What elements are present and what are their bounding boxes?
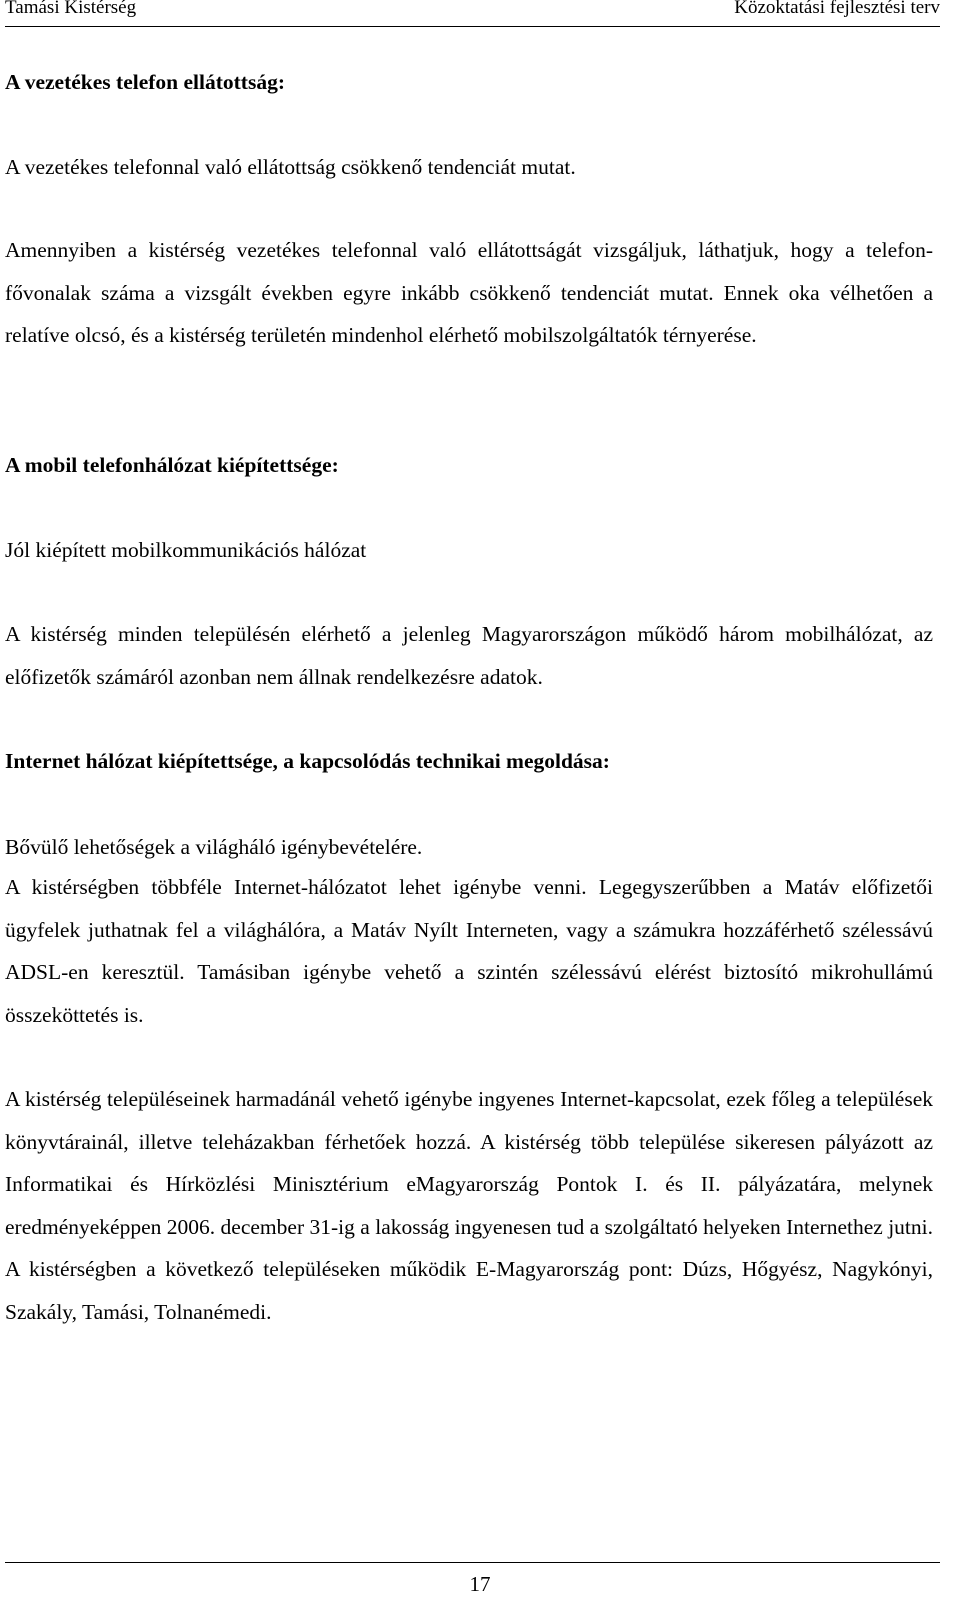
internet-summary: Bővülő lehetőségek a világháló igénybevételére.	[5, 835, 423, 859]
mobile-summary: Jól kiépített mobilkommunikációs hálózat	[5, 538, 367, 562]
footer-rule	[5, 1562, 940, 1563]
page-number: 17	[469, 1572, 491, 1596]
phone-body: Amennyiben a kistérség vezetékes telefonnal való ellátottságát vizsgáljuk, láthatjuk, hogy a telefon-fővonalak száma a vizsgált években egyre inkább csökkenő tendenciát mutat. Ennek oka vélhetően a relatíve olcsó, és a kistérség területén mindenhol elérhető mobilszolgáltatók térnyerése.	[5, 238, 933, 347]
internet-body-1: A kistérségben többféle Internet-hálózatot lehet igénybe venni. Legegyszerűbben a Matáv előfizetői ügyfelek juthatnak fel a világhálóra, a Matáv Nyílt Interneten, vagy a számukra hozzáférhető szélessávú ADSL-en keresztül. Tamásiban igénybe vehető a szintén szélessávú elérést biztosító mikrohullámú összeköttetés is.	[5, 875, 933, 1027]
header-left-title: Tamási Kistérség	[5, 0, 137, 18]
internet-body-2: A kistérség településeinek harmadánál vehető igénybe ingyenes Internet-kapcsolat, ezek főleg a települések könyvtárainál, illetve teleházakban férhetőek hozzá. A kistérség több települése sikeresen pályázott az Informatikai és Hírközlési Minisztérium eMagyarország Pontok I. és II. pályázatára, melynek eredményeképpen 2006. december 31-ig a lakosság ingyenesen tud a szolgáltató helyeken Internethez jutni. A kistérségben a következő településeken működik E-Magyarország pont: Dúzs, Hőgyész, Nagykónyi, Szakály, Tamási, Tolnanémedi.	[5, 1087, 933, 1324]
internet-heading: Internet hálózat kiépítettsége, a kapcsolódás technikai megoldása:	[5, 749, 610, 773]
phone-heading: A vezetékes telefon ellátottság:	[5, 70, 285, 94]
mobile-body: A kistérség minden településén elérhető a jelenleg Magyarországon működő három mobilhálózat, az előfizetők számáról azonban nem állnak rendelkezésre adatok.	[5, 622, 933, 689]
header-right-title: Közoktatási fejlesztési terv	[734, 0, 940, 18]
mobile-heading: A mobil telefonhálózat kiépítettsége:	[5, 453, 339, 477]
page-header	[5, 0, 940, 27]
phone-summary: A vezetékes telefonnal való ellátottság csökkenő tendenciát mutat.	[5, 155, 576, 179]
